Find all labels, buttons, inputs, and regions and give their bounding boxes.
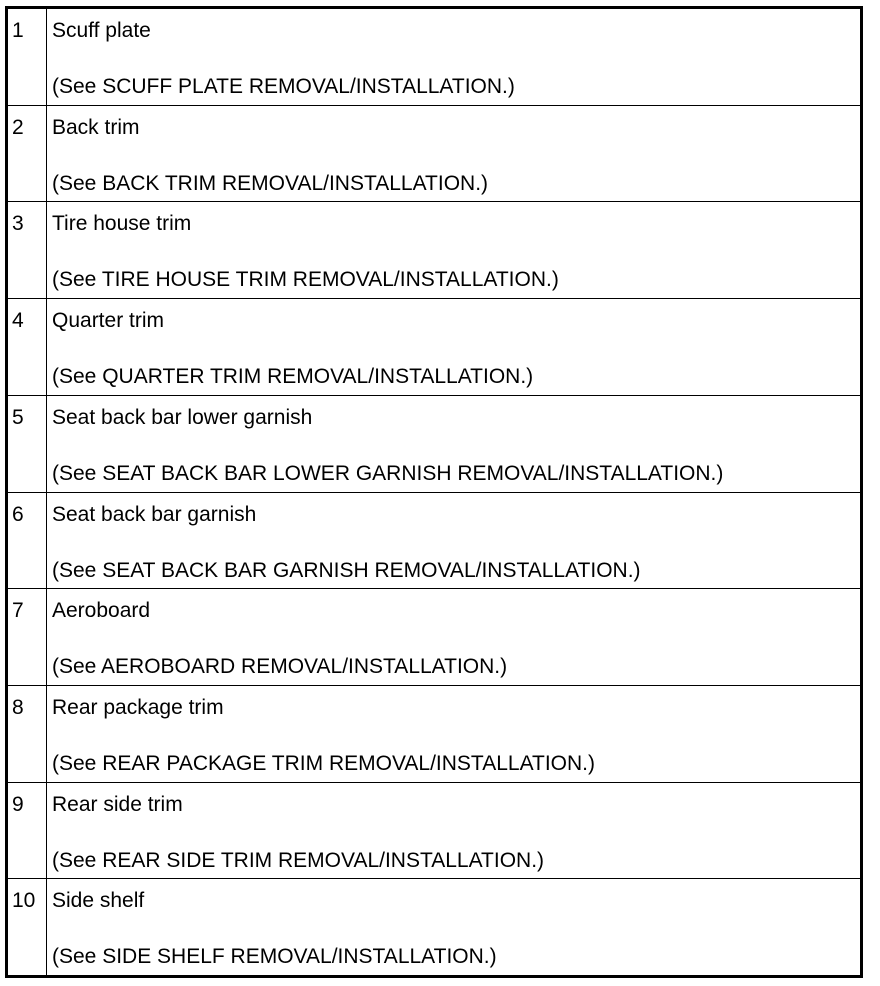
table-row bbox=[8, 686, 860, 783]
item-reference-link[interactable]: (See AEROBOARD REMOVAL/INSTALLATION.) bbox=[52, 655, 508, 679]
item-name: Rear package trim bbox=[52, 695, 224, 719]
item-number: 8 bbox=[8, 686, 47, 782]
item-name: Seat back bar garnish bbox=[52, 502, 257, 526]
item-description bbox=[47, 783, 860, 879]
parts-table bbox=[5, 6, 863, 978]
item-description bbox=[47, 686, 860, 782]
item-reference-link[interactable]: (See BACK TRIM REMOVAL/INSTALLATION.) bbox=[52, 171, 489, 195]
item-description bbox=[47, 9, 860, 105]
item-number: 10 bbox=[8, 879, 47, 975]
table-row bbox=[8, 202, 860, 299]
item-number: 4 bbox=[8, 299, 47, 395]
item-number: 5 bbox=[8, 396, 47, 492]
item-number: 9 bbox=[8, 783, 47, 879]
table-row bbox=[8, 9, 860, 106]
item-name: Tire house trim bbox=[52, 212, 192, 236]
item-name: Seat back bar lower garnish bbox=[52, 405, 313, 429]
item-name: Side shelf bbox=[52, 889, 145, 913]
item-name: Back trim bbox=[52, 115, 140, 139]
table-row bbox=[8, 299, 860, 396]
item-name: Rear side trim bbox=[52, 792, 183, 816]
item-description bbox=[47, 396, 860, 492]
table-row bbox=[8, 396, 860, 493]
item-number: 1 bbox=[8, 9, 47, 105]
table-row bbox=[8, 493, 860, 590]
table-row bbox=[8, 783, 860, 880]
item-number: 7 bbox=[8, 589, 47, 685]
item-reference-link[interactable]: (See SEAT BACK BAR GARNISH REMOVAL/INSTALLATION.) bbox=[52, 558, 641, 582]
item-number: 3 bbox=[8, 202, 47, 298]
item-reference-link[interactable]: (See REAR SIDE TRIM REMOVAL/INSTALLATION.) bbox=[52, 848, 545, 872]
table-row bbox=[8, 589, 860, 686]
item-reference-link[interactable]: (See REAR PACKAGE TRIM REMOVAL/INSTALLATION.) bbox=[52, 751, 596, 775]
item-number: 6 bbox=[8, 493, 47, 589]
item-name: Aeroboard bbox=[52, 599, 151, 623]
item-reference-link[interactable]: (See TIRE HOUSE TRIM REMOVAL/INSTALLATION.) bbox=[52, 268, 559, 292]
item-reference-link[interactable]: (See SEAT BACK BAR LOWER GARNISH REMOVAL/INSTALLATION.) bbox=[52, 461, 724, 485]
item-description bbox=[47, 299, 860, 395]
item-name: Scuff plate bbox=[52, 19, 151, 42]
item-name: Quarter trim bbox=[52, 309, 165, 333]
item-reference-link[interactable]: (See QUARTER TRIM REMOVAL/INSTALLATION.) bbox=[52, 365, 534, 389]
item-description bbox=[47, 589, 860, 685]
table-row bbox=[8, 106, 860, 203]
item-description bbox=[47, 106, 860, 202]
item-number: 2 bbox=[8, 106, 47, 202]
item-reference-link[interactable]: (See SIDE SHELF REMOVAL/INSTALLATION.) bbox=[52, 945, 497, 969]
item-reference-link[interactable]: (See SCUFF PLATE REMOVAL/INSTALLATION.) bbox=[52, 75, 515, 98]
item-description bbox=[47, 879, 860, 975]
item-description bbox=[47, 493, 860, 589]
item-description bbox=[47, 202, 860, 298]
table-row bbox=[8, 879, 860, 975]
